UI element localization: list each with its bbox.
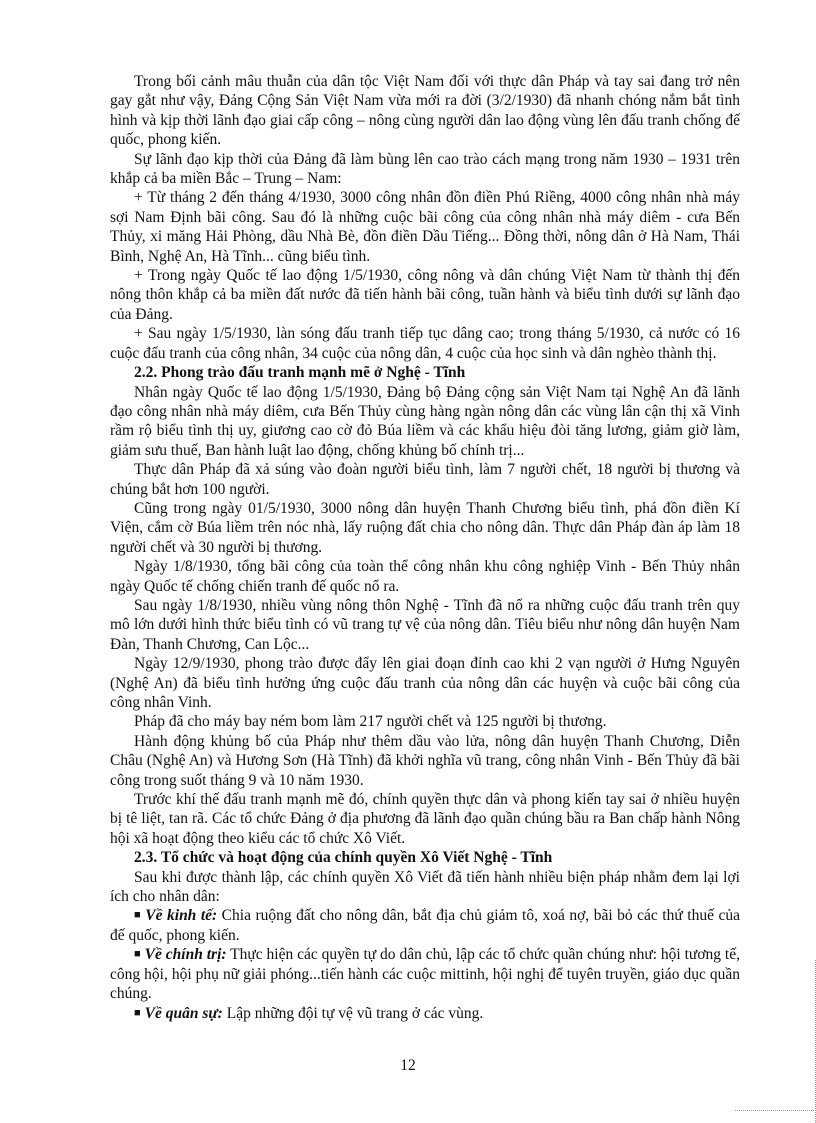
bullet-text: Lập những đội tự vệ vũ trang ở các vùng. xyxy=(222,1004,484,1022)
bullet-lead: Về quân sự: xyxy=(144,1004,223,1022)
document-page xyxy=(110,72,740,1023)
crop-mark-horizontal xyxy=(735,1110,816,1111)
paragraph: + Sau ngày 1/5/1930, làn sóng đấu tranh tiếp tục dâng cao; trong tháng 5/1930, cả nước có 16 cuộc đấu tranh của công nhân, 34 cuộc của nông dân, 4 cuộc của học sinh và dân nghèo thành thị. xyxy=(110,325,740,362)
paragraph: Ngày 12/9/1930, phong trào được đẩy lên giai đoạn đỉnh cao khi 2 vạn người ở Hưng Nguyên (Nghệ An) đã biểu tình hưởng ứng cuộc đấu tranh của nông dân các huyện và cuộc bãi công của công nhân Vinh. xyxy=(110,655,740,711)
paragraph: Cũng trong ngày 01/5/1930, 3000 nông dân huyện Thanh Chương biểu tình, phá đồn điền Kí Viện, cắm cờ Búa liềm trên nóc nhà, lấy ruộng đất chia cho nông dân. Thực dân Pháp đàn áp làm 18 người chết và 30 người bị thương. xyxy=(110,499,740,556)
paragraph: Ngày 1/8/1930, tổng bãi công của toàn thể công nhân khu công nghiệp Vinh - Bến Thủy nhân ngày Quốc tế chống chiến tranh đế quốc nổ ra. xyxy=(110,558,740,595)
paragraph: Pháp đã cho máy bay ném bom làm 217 người chết và 125 người bị thương. xyxy=(134,713,607,731)
bullet-item xyxy=(110,945,740,1003)
paragraph: Thực dân Pháp đã xả súng vào đoàn người biểu tình, làm 7 người chết, 18 người bị thương và chúng bắt hơn 100 người. xyxy=(110,461,740,498)
paragraph: Sự lãnh đạo kịp thời của Đảng đã làm bùng lên cao trào cách mạng trong năm 1930 – 1931 trên khắp cả ba miền Bắc – Trung – Nam: xyxy=(110,150,740,188)
bullet-item xyxy=(110,1004,740,1023)
section-heading-2-2: 2.2. Phong trào đấu tranh mạnh mẽ ở Nghệ - Tĩnh xyxy=(134,364,466,382)
paragraph: Sau ngày 1/8/1930, nhiều vùng nông thôn Nghệ - Tĩnh đã nổ ra những cuộc đấu tranh trên quy mô lớn dưới hình thức biểu tình có vũ trang tự vệ của nông dân. Tiêu biểu như nông dân huyện Nam Đàn, Thanh Chương, Can Lộc... xyxy=(110,596,740,653)
paragraph: Sau khi được thành lập, các chính quyền Xô Viết đã tiến hành nhiều biện pháp nhằm đem lại lợi ích cho nhân dân: xyxy=(110,868,740,906)
paragraph: Hành động khủng bố của Pháp như thêm dầu vào lửa, nông dân huyện Thanh Chương, Diễn Châu (Nghệ An) và Hương Sơn (Hà Tĩnh) đã khởi nghĩa vũ trang, công nhân Vinh - Bến Thủy đã bãi công trong suốt tháng 9 và 10 năm 1930. xyxy=(110,732,740,789)
bullet-lead: Về kinh tế: xyxy=(145,907,218,925)
bullet-item xyxy=(110,906,740,945)
paragraph: + Trong ngày Quốc tế lao động 1/5/1930, công nông và dân chúng Việt Nam từ thành thị đến nông thôn khắp cả ba miền đất nước đã tiến hành bãi công, tuần hành và biểu tình dưới sự lãnh đạo của Đảng. xyxy=(110,267,740,323)
paragraph: + Từ tháng 2 đến tháng 4/1930, 3000 công nhân đồn điền Phú Riềng, 4000 công nhân nhà máy sợi Nam Định bãi công. Sau đó là những cuộc bãi công của công nhân nhà máy diêm - cưa Bến Thủy, xi măng Hải Phòng, dầu Nhà Bè, đồn điền Dầu Tiếng... Đồng thời, nông dân ở Hà Nam, Thái Bình, Nghệ An, Hà Tĩnh... cũng biểu tình. xyxy=(110,189,740,265)
bullet-lead: Về chính trị: xyxy=(144,946,227,964)
bullet-text: Thực hiện các quyền tự do dân chủ, lập các tổ chức quần chúng như: hội tương tế, công hội, hội phụ nữ giải phóng...tiến hành các cuộc mittinh, hội nghị để tuyên truyền, giáo dục quần chúng. xyxy=(110,946,740,1003)
paragraph: Trong bối cảnh mâu thuẫn của dân tộc Việt Nam đối với thực dân Pháp và tay sai đang trở nên gay gắt như vậy, Đảng Cộng Sản Việt Nam vừa mới ra đời (3/2/1930) đã nhanh chóng nắm bắt tình hình và kịp thời lãnh đạo giai cấp công – nông cùng người dân lao động vùng lên đấu tranh chống đế quốc, phong kiến. xyxy=(110,73,740,149)
bullet-text: Chia ruộng đất cho nông dân, bắt địa chủ giảm tô, xoá nợ, bãi bỏ các thứ thuế của đế quốc, phong kiến. xyxy=(110,907,740,944)
paragraph: Trước khí thế đấu tranh mạnh mẽ đó, chính quyền thực dân và phong kiến tay sai ở nhiều huyện bị tê liệt, tan rã. Các tổ chức Đảng ở địa phương đã lãnh đạo quần chúng bầu ra Ban chấp hành Nông hội xã hoạt động theo kiểu các tổ chức Xô Viết. xyxy=(110,791,740,847)
square-bullet-icon: ■ xyxy=(134,948,141,961)
page-number: 12 xyxy=(400,1057,416,1074)
square-bullet-icon: ■ xyxy=(134,909,142,922)
square-bullet-icon: ■ xyxy=(134,1006,141,1019)
section-heading-2-3: 2.3. Tổ chức và hoạt động của chính quyền Xô Viết Nghệ - Tĩnh xyxy=(134,849,553,867)
paragraph: Nhân ngày Quốc tế lao động 1/5/1930, Đảng bộ Đảng cộng sản Việt Nam tại Nghệ An đã lãnh đạo công nhân nhà máy diêm, cưa Bến Thủy cùng hàng ngàn nông dân các vùng lân cận thị xã Vinh rầm rộ biểu tình thị uy, giương cao cờ đỏ Búa liềm và các khẩu hiệu đòi tăng lương, giảm giờ làm, giảm sưu thuế, Ban hành luật lao động, chống khủng bố chính trị... xyxy=(110,383,740,459)
